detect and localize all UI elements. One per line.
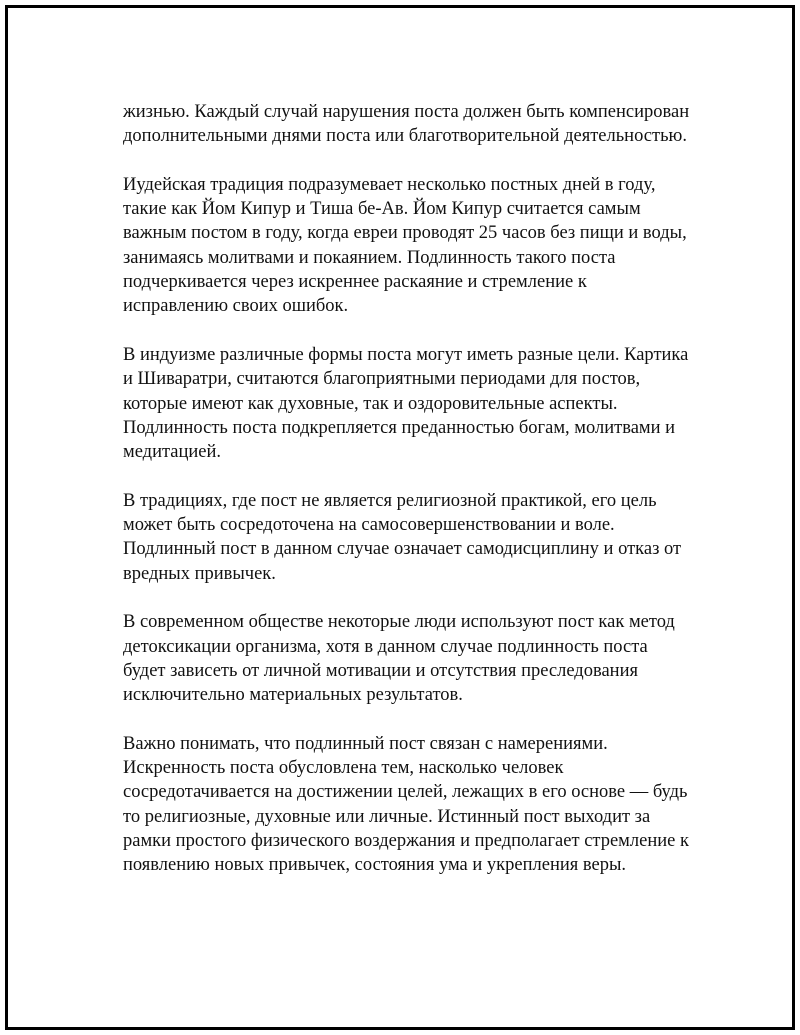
- text-line: рамки простого физического воздержания и предполагает стремление к: [123, 830, 689, 851]
- text-line: исключительно материальных результатов.: [123, 685, 463, 706]
- text-line: занимаясь молитвами и покаянием. Подлинность такого поста: [123, 247, 616, 268]
- text-line: дополнительными днями поста или благотворительной деятельностью.: [123, 126, 687, 147]
- text-line: В традициях, где пост не является религиозной практикой, его цель: [123, 490, 657, 511]
- document-body: [123, 100, 703, 902]
- text-line: вредных привычек.: [123, 563, 276, 584]
- text-line: то религиозные, духовные или личные. Истинный пост выходит за: [123, 806, 651, 827]
- page-frame: [5, 5, 795, 1030]
- paragraph-3: [123, 343, 703, 464]
- text-line: В индуизме различные формы поста могут иметь разные цели. Картика: [123, 344, 689, 365]
- text-line: будет зависеть от личной мотивации и отсутствия преследования: [123, 660, 638, 681]
- paragraph-2: [123, 173, 703, 319]
- text-line: может быть сосредоточена на самосовершенствовании и воле.: [123, 515, 615, 536]
- text-line: которые имеют как духовные, так и оздоровительные аспекты.: [123, 393, 618, 414]
- paragraph-1: [123, 100, 703, 149]
- text-line: Важно понимать, что подлинный пост связан с намерениями.: [123, 733, 608, 754]
- text-line: и Шиваратри, считаются благоприятными периодами для постов,: [123, 369, 641, 390]
- text-line: такие как Йом Кипур и Тиша бе-Ав. Йом Кипур считается самым: [123, 199, 641, 220]
- text-line: сосредотачивается на достижении целей, лежащих в его основе — будь: [123, 782, 688, 803]
- text-line: жизнью. Каждый случай нарушения поста должен быть компенсирован: [123, 102, 690, 122]
- text-line: появлению новых привычек, состояния ума и укрепления веры.: [123, 855, 627, 876]
- text-line: детоксикации организма, хотя в данном случае подлинность поста: [123, 636, 648, 657]
- paragraph-5: [123, 610, 703, 707]
- text-line: важным постом в году, когда евреи проводят 25 часов без пищи и воды,: [123, 223, 687, 244]
- text-line: подчеркивается через искреннее раскаяние и стремление к: [123, 272, 587, 293]
- text-line: Подлинный пост в данном случае означает самодисциплину и отказ от: [123, 539, 682, 560]
- paragraph-4: [123, 489, 703, 586]
- text-line: Подлинность поста подкрепляется преданностью богам, молитвами и: [123, 417, 676, 438]
- text-line: медитацией.: [123, 442, 222, 463]
- text-line: исправлению своих ошибок.: [123, 296, 349, 317]
- text-line: В современном обществе некоторые люди используют пост как метод: [123, 612, 675, 633]
- paragraph-6: [123, 732, 703, 878]
- text-line: Иудейская традиция подразумевает несколько постных дней в году,: [123, 174, 656, 195]
- text-line: Искренность поста обусловлена тем, насколько человек: [123, 758, 564, 779]
